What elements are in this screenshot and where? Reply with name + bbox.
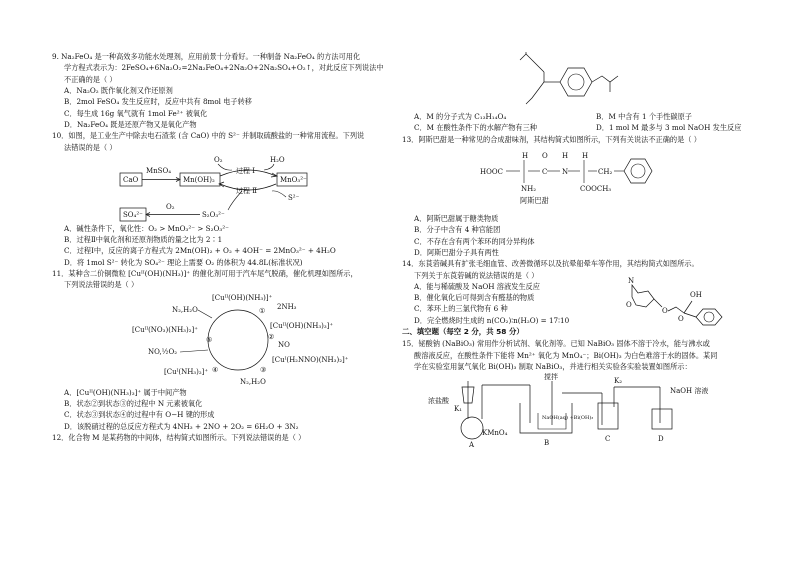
question-10 (52, 131, 392, 267)
apparatus-naoh-bi: NaOH(aq) +Bi(OH)₃ (542, 415, 594, 422)
q12-option-a: A．M 的分子式为 C₁₃H₁₄O₄ (414, 112, 507, 121)
right-column (402, 52, 747, 449)
q10-stem: 10．如图，是工业生产中除去电石渣浆 (含 CaO) 中的 S²⁻ 并制取硫酸盐的一种常用流程。下列说 (52, 131, 365, 141)
apparatus-stir: 搅拌 (544, 373, 558, 382)
aspartame-hooc: HOOC (480, 167, 503, 176)
q10-flow-diagram (52, 154, 392, 224)
cycle-state-1: [Cuᴵᴵ(OH)(NH₃)]⁺ (212, 293, 273, 302)
apparatus-label-a: A (469, 441, 475, 450)
q11-option-a: A．[Cuᴵᴵ(OH)(NH₃)₃]⁺ 属于中间产物 (64, 387, 187, 397)
cycle-step-3: ③ (260, 365, 267, 374)
cycle-step-5: ⑤ (206, 335, 213, 344)
o2-label: O₂ (214, 155, 223, 164)
so42-label: SO₄²⁻ (123, 210, 143, 219)
cycle-state-5: [Cuᴵᴵ(NO₃)(NH₃)₂]⁺ (132, 325, 198, 334)
q13-structure (402, 146, 747, 204)
q12-options-row-2 (414, 123, 747, 133)
q12-option-c: C．M 在酸性条件下的水解产物有三种 (414, 123, 537, 133)
q11-option-c: C．状态③到状态④的过程中有 O−H 键的形成 (64, 410, 215, 420)
q11-stem: 11．某种含二价铜微粒 [Cuᴵᴵ(OH)(NH₃)]⁺ 的催化剂可用于汽车尾气脱硝，催化机理如图所示， (52, 269, 358, 279)
q14-stem: 下列关于东莨菪碱的说法错误的是（ ） (414, 270, 539, 280)
q12-stem: 12．化合物 M 是某药物的中间体，结构简式如图所示。下列说法错误的是（ ） (52, 432, 306, 442)
apparatus-label-b: B (544, 439, 550, 448)
cycle-out-3: N₂,H₂O (240, 377, 266, 386)
q10-option-a: A．碱性条件下，氧化性：O₂ > MnO₃²⁻ > S₂O₃²⁻ (64, 223, 229, 233)
q9-stem: 不正确的是（ ） (64, 74, 117, 84)
q15-stem: 15．铋酸钠 (NaBiO₃) 常用作分析试剂、氧化剂等。已知 NaBiO₃ 固体不溶于冷水，能与沸水或 (402, 339, 710, 349)
q13-option-d: D．阿斯巴甜分子具有两性 (414, 247, 499, 257)
q15-stem: 酸溶液反应，在酸性条件下能将 Mn²⁺ 氧化为 MnO₄⁻；Bi(OH)₃ 为白色难溶于水的固体。某同 (414, 350, 718, 360)
apparatus-hcl: 浓盐酸 (428, 397, 449, 406)
apparatus-label-c: C (605, 435, 611, 444)
cycle-in-2: NO (278, 340, 290, 349)
apparatus-k1: K₁ (454, 405, 463, 414)
aspartame-cooch3: COOCH₃ (580, 184, 612, 193)
q11-option-b: B．状态②到状态③的过程中 N 元素被氧化 (64, 399, 203, 408)
q15-apparatus (402, 373, 747, 449)
aspartame-h3: H (582, 151, 589, 160)
q15-stem: 学在实验室用氯气氧化 Bi(OH)₃ 制取 NaBiO₃，并进行相关实验各实验装置如图所示： (414, 362, 692, 372)
question-15 (402, 339, 747, 449)
q14-option-c: C．苯环上的三氯代物有 6 种 (414, 304, 508, 314)
h2o-label: H₂O (270, 155, 285, 164)
q14-option-d: D．完全燃烧时生成的 n(CO₂)∶n(H₂O) = 17∶10 (414, 315, 570, 325)
mnso4-label: MnSO₄ (146, 166, 172, 175)
mno32-label: MnO₃²⁻ (280, 175, 307, 184)
aspartame-ch2: CH₂ (598, 167, 613, 176)
s2-label: S²⁻ (288, 193, 300, 202)
q12-structure (402, 52, 747, 112)
aspartame-name: 阿斯巴甜 (520, 195, 549, 205)
section-2-heading: 二、填空题（每空 2 分，共 58 分） (402, 327, 524, 337)
aspartame-n: N (562, 167, 569, 176)
question-14 (402, 259, 747, 325)
cycle-state-4: [Cuᴵ(NH₃)₂]⁺ (164, 367, 209, 376)
question-11 (52, 269, 392, 431)
q13-option-a: A．阿斯巴甜属于糖类物质 (414, 213, 499, 223)
cao-label: CaO (123, 175, 139, 184)
aspartame-c: C (542, 167, 548, 176)
cycle-out-1: N₂,H₂O (172, 305, 198, 314)
cycle-step-4: ④ (212, 365, 219, 374)
scopolamine-o2: O (662, 307, 668, 316)
q13-stem: 13．阿斯巴甜是一种常见的合成甜味剂，其结构简式如图所示，下列有关说法不正确的是（ ） (402, 134, 701, 144)
scopolamine-o1: O (626, 301, 632, 310)
q9-option-c: C．每生成 16g 氧气就有 1mol Fe²⁺ 被氧化 (64, 108, 208, 118)
q12-option-b: B．M 中含有 1 个手性碳原子 (596, 112, 692, 121)
q9-stem: 学方程式表示为：2FeSO₄+6Na₂O₂=2Na₂FeO₄+2Na₂O+2Na₂SO₄+O₂↑，对此反应下列说法中 (64, 63, 384, 73)
aspartame-h2: H (562, 151, 569, 160)
q14-stem: 14．东莨菪碱具有扩张毛细血管、改善微循环以及抗晕船晕车等作用，其结构简式如图所示。 (402, 259, 699, 269)
cycle-in-1: 2NH₃ (277, 302, 297, 311)
apparatus-k2: K₂ (614, 377, 623, 386)
q12-option-d: D．1 mol M 最多与 3 mol NaOH 发生反应 (596, 123, 742, 133)
q10-option-d: D．将 1mol S²⁻ 转化为 SO₄²⁻ 理论上需要 O₂ 的体积为 44.8L(标准状况) (64, 257, 303, 267)
apparatus-label-d: D (658, 435, 664, 444)
q10-option-c: C．过程Ⅰ中，反应的离子方程式为 2Mn(OH)₂ + O₂ + 4OH⁻ = 2MnO₃²⁻ + 4H₂O (64, 246, 336, 256)
scopolamine-oh: OH (690, 291, 702, 300)
q13-option-b: B．分子中含有 4 种官能团 (414, 225, 501, 235)
q13-option-c: C．不存在含有两个苯环的同分异构体 (414, 236, 535, 246)
o2b-label: O₂ (166, 202, 175, 211)
aspartame-nh2: NH₂ (521, 184, 537, 193)
q9-stem: 9. Na₂FeO₄ 是一种高效多功能水处理剂，应用前景十分看好。一种制备 Na₂FeO₄ 的方法可用化 (52, 52, 361, 61)
q11-stem: 下列说法错误的是（ ） (64, 280, 139, 290)
q11-option-d: D．该脱硝过程的总反应方程式为 4NH₃ + 2NO + 2O₂ = 6H₂O + 3N₂ (64, 421, 299, 431)
aspartame-h1: H (522, 151, 529, 160)
q14-option-b: B．催化氧化后可得到含有醛基的物质 (414, 293, 535, 303)
question-13 (402, 135, 747, 258)
scopolamine-o3: O (678, 315, 684, 324)
q14-option-a: A．能与稀硫酸及 NaOH 溶液发生反应 (414, 281, 540, 291)
q11-catalytic-cycle (52, 292, 392, 388)
q14-structure (624, 273, 734, 337)
q10-stem: 法错误的是（ ） (64, 142, 117, 152)
process-2-label: 过程 Ⅱ (236, 186, 257, 195)
aspartame-o1: O (542, 151, 548, 160)
scopolamine-n: N (628, 277, 635, 286)
apparatus-naoh-solution: NaOH 溶液 (670, 387, 709, 396)
apparatus-kmno4: KMnO₄ (482, 429, 508, 438)
q10-option-b: B．过程Ⅱ中氧化剂和还原剂物质的量之比为 2∶1 (64, 235, 223, 245)
left-column (52, 52, 392, 444)
cycle-step-2: ② (268, 332, 275, 341)
q9-option-b: B．2mol FeSO₄ 发生反应时，反应中共有 8mol 电子转移 (64, 97, 252, 107)
cycle-state-3: [Cuᴵ(H₂NNO)(NH₃)₂]⁺ (272, 355, 349, 364)
q12-options-row-1 (414, 112, 747, 122)
cycle-state-2: [Cuᴵᴵ(OH)(NH₃)₃]⁺ (270, 321, 334, 330)
mnoh2-label: Mn(OH)₂ (183, 175, 215, 184)
s2o3-label: S₂O₃²⁻ (202, 210, 225, 219)
question-9 (52, 52, 392, 130)
cycle-in-5: NO,½O₂ (148, 347, 178, 356)
cycle-step-1: ① (259, 306, 266, 315)
q9-option-a: A．Na₂O₂ 既作氧化剂又作还原剂 (64, 85, 173, 95)
q9-option-d: D．Na₂FeO₄ 既是还原产物又是氧化产物 (64, 119, 197, 129)
process-1-label: 过程 Ⅰ (236, 166, 255, 175)
